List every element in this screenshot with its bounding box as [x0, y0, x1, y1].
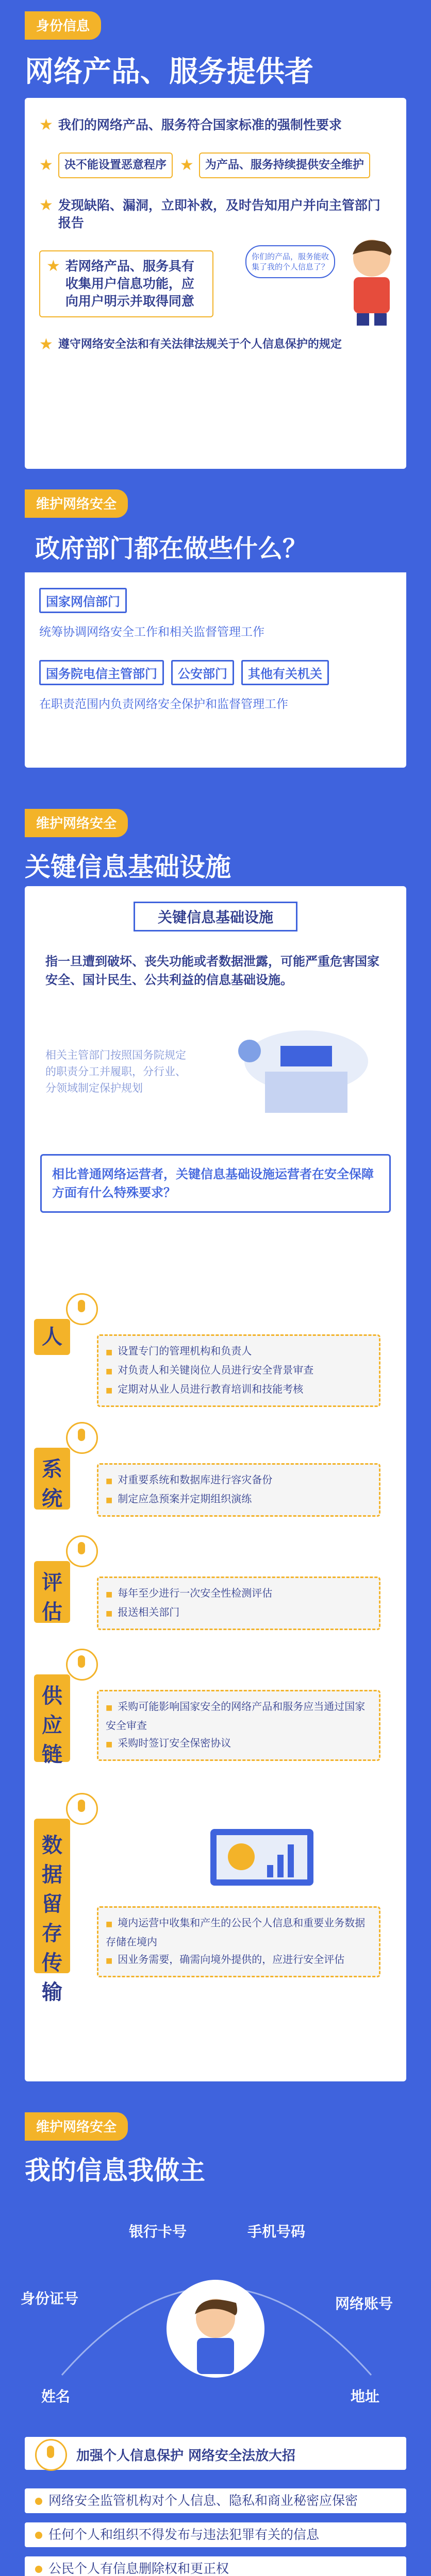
mic-icon [66, 1293, 98, 1325]
definition-text: 指一旦遭到破坏、丧失功能或者数据泄露，可能严重危害国家安全、国计民生、公共利益的信息基础设施。 [45, 954, 379, 987]
requirement-group-3 [25, 1556, 406, 1659]
provider-point: 遵守网络安全法和有关法律法规关于个人信息保护的规定 [58, 338, 342, 351]
cloud-server-illustration [203, 1015, 386, 1128]
group-items [97, 1577, 380, 1630]
group-items [97, 1463, 380, 1517]
section-tag: 维护网络安全 [25, 489, 128, 518]
section-providers [0, 0, 431, 381]
mic-icon [66, 1649, 98, 1681]
group-item: ■ 因业务需要，确需向境外提供的，应进行安全评估 [106, 1951, 372, 1970]
group-label: 数据留存传输 [34, 1819, 70, 1973]
government-card [25, 520, 406, 768]
group-item: ■ 报送相关部门 [106, 1603, 372, 1622]
law-item: 网络安全监管机构对个人信息、隐私和商业秘密应保密 [25, 2488, 406, 2513]
providers-card [25, 98, 406, 469]
group-item: ■ 定期对从业人员进行教育培训和技能考核 [106, 1380, 372, 1399]
info-label-address: 地址 [351, 2388, 380, 2405]
group-item: ■ 境内运营中收集和产生的公民个人信息和重要业务数据存储在境内 [106, 1914, 372, 1951]
info-label-name: 姓名 [41, 2388, 71, 2405]
provider-point: 发现缺陷、漏洞，立即补救，及时告知用户并向主管部门报告 [58, 198, 380, 230]
dept-badge: 公安部门 [171, 660, 234, 685]
group-label: 人 [34, 1319, 70, 1355]
boy-illustration [338, 235, 405, 328]
group-label: 评估 [34, 1561, 70, 1623]
protection-ribbon [25, 2437, 406, 2470]
section-title: 我的信息我做主 [25, 2156, 205, 2185]
group-item: ■ 每年至少进行一次安全性检测评估 [106, 1584, 372, 1603]
section-title: 关键信息基础设施 [25, 852, 231, 882]
section-infrastructure [0, 799, 431, 2087]
ribbon-label: 关键信息基础设施 [134, 902, 297, 931]
section-government [0, 474, 431, 783]
info-label-id-number: 身份证号 [21, 2290, 79, 2307]
star-icon: ★ [39, 156, 53, 174]
group-items [97, 1906, 380, 1977]
info-label-phone: 手机号码 [247, 2223, 306, 2240]
info-diagram [0, 2179, 431, 2432]
provider-point: 决不能设置恶意程序 [58, 152, 173, 178]
star-icon: ★ [39, 335, 53, 353]
group-items [97, 1334, 380, 1407]
group-item: ■ 设置专门的管理机构和负责人 [106, 1342, 372, 1361]
dept-duty: 在职责范围内负责网络安全保护和监督管理工作 [39, 698, 288, 711]
mic-icon [35, 2439, 67, 2471]
question-box: 相比普通网络运营者，关键信息基础设施运营者在安全保障方面有什么特殊要求？ [40, 1154, 391, 1213]
star-icon: ★ [179, 156, 194, 174]
group-item: ■ 对重要系统和数据库进行容灾备份 [106, 1471, 372, 1490]
group-item: ■ 采购时签订安全保密协议 [106, 1734, 372, 1753]
section-my-info [0, 2102, 431, 2576]
side-text: 相关主管部门按照国务院规定的职责分工并履职，分行业、分领域制定保护规划 [45, 1049, 186, 1094]
group-item: ■ 制定应急预案并定期组织演练 [106, 1490, 372, 1509]
ribbon-text: 加强个人信息保护 网络安全法放大招 [76, 2448, 296, 2464]
student-illustration [164, 2277, 267, 2401]
provider-point: 若网络产品、服务具有收集用户信息功能，应向用户明示并取得同意 [65, 259, 194, 309]
section-tag: 维护网络安全 [25, 2112, 128, 2141]
info-label-bank-card: 银行卡号 [129, 2223, 187, 2240]
infrastructure-card [25, 886, 406, 2081]
section-title: 政府部门都在做些什么？ [25, 520, 406, 572]
group-label: 系统 [34, 1448, 70, 1510]
laptop-chart-illustration [200, 1824, 324, 1896]
section-tag: 维护网络安全 [25, 809, 128, 837]
dept-badge: 其他有关机关 [241, 660, 329, 685]
mic-icon [66, 1422, 98, 1454]
provider-point: 为产品、服务持续提供安全维护 [199, 152, 370, 178]
requirement-group-5 [25, 1814, 406, 2061]
requirement-group-1 [25, 1314, 406, 1427]
mic-icon [66, 1535, 98, 1567]
requirement-group-4 [25, 1669, 406, 1803]
group-item: ■ 对负责人和关键岗位人员进行安全背景审查 [106, 1361, 372, 1380]
dept-badge: 国家网信部门 [39, 588, 127, 613]
group-item: ■ 采购可能影响国家安全的网络产品和服务应当通过国家安全审查 [106, 1698, 372, 1734]
speech-bubble: 你们的产品，服务能收集了我的个人信息了？ [245, 245, 335, 278]
group-label: 供应链 [34, 1674, 70, 1762]
star-icon: ★ [39, 116, 53, 134]
section-title: 网络产品、服务提供者 [25, 55, 313, 89]
info-label-account: 网络账号 [335, 2295, 393, 2312]
provider-point: 我们的网络产品、服务符合国家标准的强制性要求 [58, 117, 342, 132]
dept-badge: 国务院电信主管部门 [39, 660, 164, 685]
law-item: 公民个人有信息删除权和更正权 [25, 2556, 406, 2576]
law-item: 任何个人和组织不得发布与违法犯罪有关的信息 [25, 2522, 406, 2547]
dept-duty: 统筹协调网络安全工作和相关监督管理工作 [39, 625, 264, 639]
star-icon: ★ [39, 196, 53, 214]
group-items [97, 1690, 380, 1761]
mic-icon [66, 1793, 98, 1825]
section-tag: 身份信息 [25, 11, 101, 40]
star-icon: ★ [46, 257, 60, 275]
